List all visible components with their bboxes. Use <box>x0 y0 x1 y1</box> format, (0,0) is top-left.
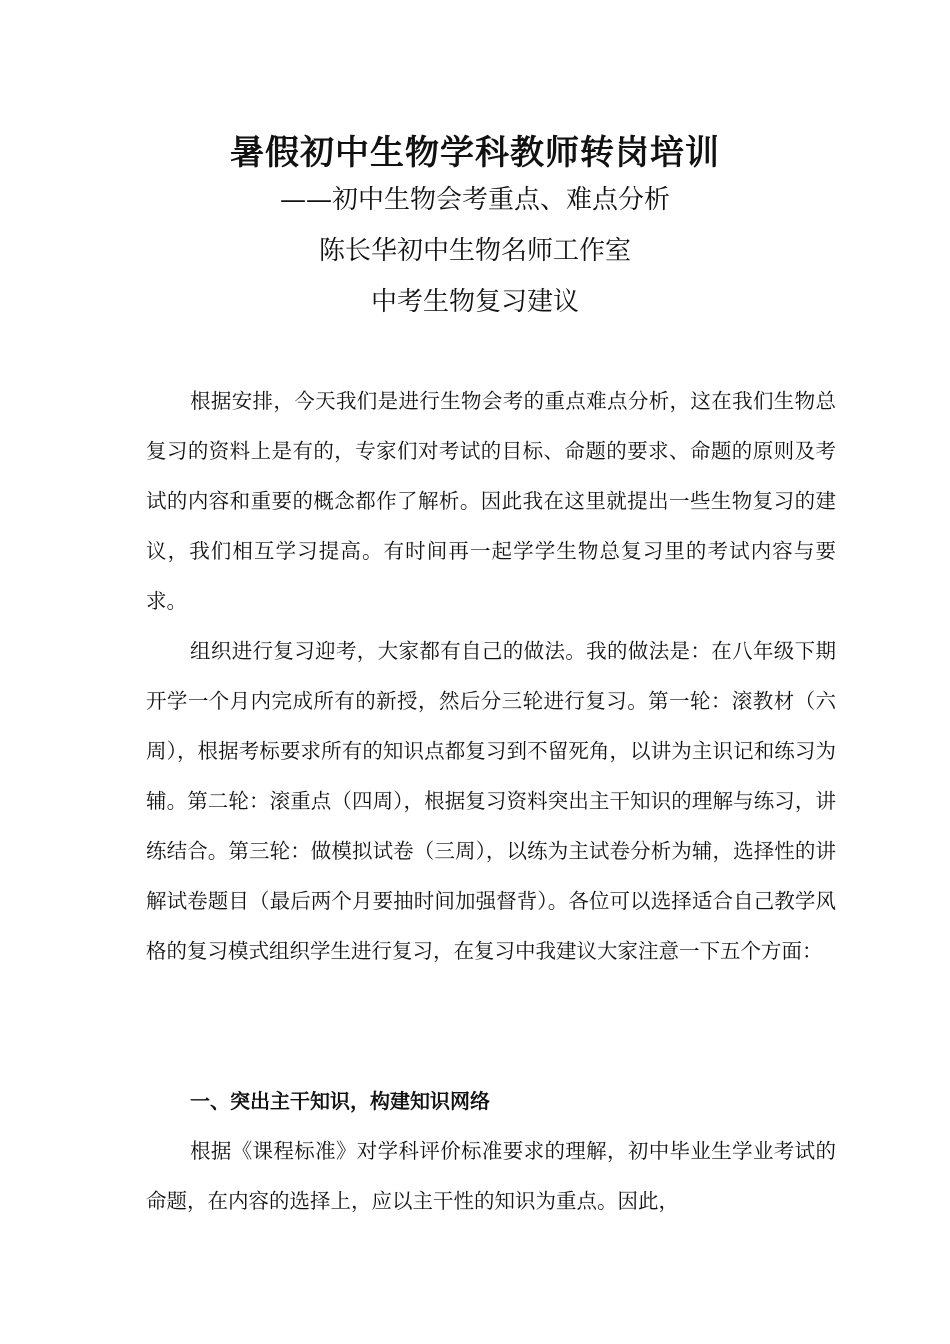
subtitle-studio: 陈长华初中生物名师工作室 <box>318 236 631 266</box>
section-heading-1: 一、突出主干知识，构建知识网络 <box>190 1089 490 1113</box>
intro-paragraph: 根据安排，今天我们是进行生物会考的重点难点分析，这在我们生物总复习的资料上是有的，专家们对考试的目标、命题的要求、命题的原则及考试的内容和重要的概念都作了解析。因此我在这里就提出一些生物复习的建议，我们相互学习提高。有时间再一起学学生物总复习里的考试内容与要求。 <box>146 389 836 613</box>
section-1-paragraph: 根据《课程标准》对学科评价标准要求的理解，初中毕业生学业考试的命题，在内容的选择上，应以主干性的知识为重点。因此， <box>146 1139 836 1213</box>
document-title: 暑假初中生物学科教师转岗培训 <box>230 133 720 173</box>
subtitle-topic: ——初中生物会考重点、难点分析 <box>279 185 670 215</box>
subtitle-review-advice: 中考生物复习建议 <box>370 287 579 317</box>
review-plan-paragraph: 组织进行复习迎考，大家都有自己的做法。我的做法是：在八年级下期开学一个月内完成所有的新授，然后分三轮进行复习。第一轮：滚教材（六周），根据考标要求所有的知识点都复习到不留死角，以讲为主识记和练习为辅。第二轮：滚重点（四周），根据复习资料突出主干知识的理解与练习，讲练结合。第三轮：做模拟试卷（三周），以练为主试卷分析为辅，选择性的讲解试卷题目（最后两个月要抽时间加强督背）。各位可以选择适合自己教学风格的复习模式组织学生进行复习，在复习中我建议大家注意一下五个方面： <box>146 639 836 963</box>
